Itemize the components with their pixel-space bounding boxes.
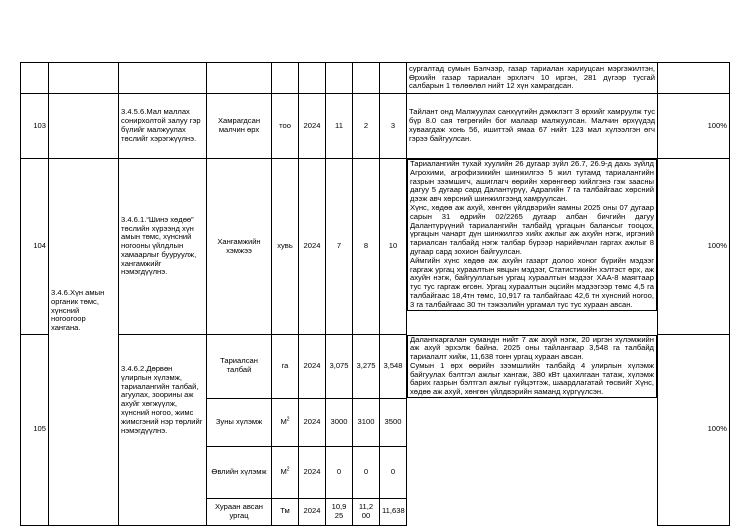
unit-superscript: 2 — [286, 416, 290, 423]
indicator-cell: Хураан авсан ургац — [207, 498, 272, 525]
unit-cell — [272, 446, 299, 498]
unit-cell: тоо — [272, 94, 299, 159]
year-cell: 2024 — [299, 498, 326, 525]
indicator-cell: Зуны хүлэмж — [207, 398, 272, 446]
table-row — [21, 94, 730, 159]
measure-cell: 3.4.6.1.“Шинэ хөдөө” төслийн хүрээнд хүн амын төмс, хүнсний ногооны үйлдлын хамаарлыг бууруулж, хангамжийг нэмэгдүүлнэ. — [119, 159, 207, 335]
measure-cell: 3.4.5.6.Мал маллах сонирхолтой залуу гэр бүлийг малжуулах төслийг хэрэгжүүлнэ. — [119, 94, 207, 159]
unit-text: М — [280, 466, 287, 476]
actual-cell — [380, 63, 407, 94]
target-cell — [353, 63, 380, 94]
indicator-cell: Хангамжийн хэмжээ — [207, 159, 272, 335]
year-cell: 2024 — [299, 398, 326, 446]
report-table — [20, 62, 730, 526]
table-row — [21, 335, 730, 399]
baseline-cell — [326, 63, 353, 94]
baseline-cell: 3000 — [326, 398, 353, 446]
year-cell: 2024 — [299, 446, 326, 498]
percent-cell — [658, 63, 730, 94]
unit-cell: хувь — [272, 159, 299, 335]
measure-cell — [119, 63, 207, 94]
measure-cell: 3.4.6.2.Дөрвөн үлирлын хүлэмж, тариалангийн талбай, агуулах, зоорины аж ахуйг хөгжүүлж, хүнсний ногоо, жимс жимсгэний нэр төрлийг нэмэгдүүлнэ. — [119, 335, 207, 526]
percent-cell: 100% — [658, 159, 730, 335]
description-cell: Далангкаргалан сумандн нийт 7 аж ахуй нэгж, 20 иргэн хүлэмжийн аж ахуй эрхэлж байна. 2025 оны тайлангаар 3,548 га талбайд тариалалт хийж, 11,638 тонн ургац хураан авсан. Сумын 1 өрх өөрийн зээмшлийн талбайд 4 улирлын хүлэмж байгуулах бэлтгэл ажлыг хангаж, 380 кВт цахилгаан татаж, хүлэмж барих газрын бэлтгэл ажлыг гүйцэтгэж, шаардлагатай төсвийг Хүнс, хөдөө аж ахуй, хөнгөн үйлдвэрийн яаманд хүргүүлсэн. — [407, 335, 657, 399]
objective-cell — [49, 63, 119, 94]
row-number: 103 — [21, 94, 49, 159]
baseline-cell: 7 — [326, 159, 353, 335]
objective-cell: 3.4.6.Хүн амын органик төмс, хүнсний ногоогоор хангана. — [49, 159, 119, 526]
table-row — [21, 159, 730, 335]
row-number: 104 — [21, 159, 49, 335]
indicator-cell — [207, 63, 272, 94]
row-number — [21, 63, 49, 94]
row-number: 105 — [21, 335, 49, 526]
indicator-cell: Өвлийн хүлэмж — [207, 446, 272, 498]
actual-cell: 3,548 — [380, 335, 407, 399]
year-cell — [299, 63, 326, 94]
actual-cell: 11,638 — [380, 498, 407, 525]
table-row — [21, 63, 730, 94]
actual-cell: 3500 — [380, 398, 407, 446]
year-cell: 2024 — [299, 159, 326, 335]
target-cell: 3,275 — [353, 335, 380, 399]
baseline-cell: 11 — [326, 94, 353, 159]
unit-superscript: 2 — [286, 466, 290, 473]
target-cell: 8 — [353, 159, 380, 335]
baseline-cell: 10,925 — [326, 498, 353, 525]
target-cell: 2 — [353, 94, 380, 159]
percent-cell: 100% — [658, 94, 730, 159]
objective-cell — [49, 94, 119, 159]
unit-cell — [272, 63, 299, 94]
unit-cell — [272, 398, 299, 446]
unit-cell: Тм — [272, 498, 299, 525]
actual-cell: 10 — [380, 159, 407, 335]
baseline-cell: 3,075 — [326, 335, 353, 399]
percent-cell: 100% — [658, 335, 730, 526]
indicator-cell: Тариалсан талбай — [207, 335, 272, 399]
target-cell: 3100 — [353, 398, 380, 446]
baseline-cell: 0 — [326, 446, 353, 498]
target-cell: 11,200 — [353, 498, 380, 525]
description-cell: Тариалангийн тухай хуулийн 26 дугаар зүйл 26.7, 26.9-д дахь зүйлд Агрохими, агрофизикийн шинжилгээ 5 жил тутамд тариалангийн газрын зээмшигч, ашиглагч өөрийн хөрөнгөөр хийлгэнэ гэж заасны дагуу 5 дугаар сард Далантүрүү, Адрагийн 7 га талбайгаас хөрсний дээж авч хөрсний шинжилгээнд хамруулсан. Хүнс, хөдөө аж ахуй, хөнгөн үйлдвэрийн яамны 2025 оны 07 дугаар сарын 31 өдрийн 02/2265 дугаар албан бичгийн дагуу Далантүрүүний тариалангийн талбайд үргацын балансыг тооцох, үргацын чанарт дүн шинжилгээ хийх ажлыг аж ахуйн нэгж, иргэний тариалсан талбайд нэгж талбар бүрээр нарийвчлан гаргах ажлыг 8 дугаар сард зохион байгуулсан. Аймгийн хүнс хөдөө аж ахуйн газарт долоо хоног бүрийн мэдээг гаргаж ургац хураалтын явцын мэдээг, Статистикийн хэлтэст өрх, аж ахуйн нэгж, байгууллагын ургац хураалтын мэдээг ХАА-8 маягтаар тус тус гаргаж өгсөн. Ургац хураалтын эцсийн мэдээгээр төмс 4,5 га талбайгаас 18,4тн төмс, 10,917 га талбайгаас 42,6 тн хүнсний ногоо, 3 га талбайгаас 30 тн тэжээлийн ургамал тус тус хураан авсан. — [407, 159, 657, 311]
unit-cell: га — [272, 335, 299, 399]
unit-text: М — [280, 416, 287, 426]
description-cell: Тайлант онд Малжуулах санхүүгийн дэмжлэгт 3 өрхийг хамруулж тус бүр 8.0 сая төгрөгийн бог малаар малжуулсан. Малчин өрхүүдэд хуваагдаж хонь 56, ишиттэй ямаа 67 нийт 123 мал хүлээлгэн өгч гэрээ байгуулсан. — [407, 94, 658, 159]
year-cell: 2024 — [299, 335, 326, 399]
actual-cell: 0 — [380, 446, 407, 498]
description-cell: сургалтад сумын Бэлчээр, газар тариалан хариуцсан мэргэжилтэн, Өрхийн газар тариалан эрхлэгч 10 иргэн, 281 дүгээр тусгай салбарын 1 төлөөлөл нийт 12 хүн хамрагдсан. — [407, 63, 658, 94]
actual-cell: 3 — [380, 94, 407, 159]
year-cell: 2024 — [299, 94, 326, 159]
indicator-cell: Хамрагдсан малчин өрх — [207, 94, 272, 159]
target-cell: 0 — [353, 446, 380, 498]
